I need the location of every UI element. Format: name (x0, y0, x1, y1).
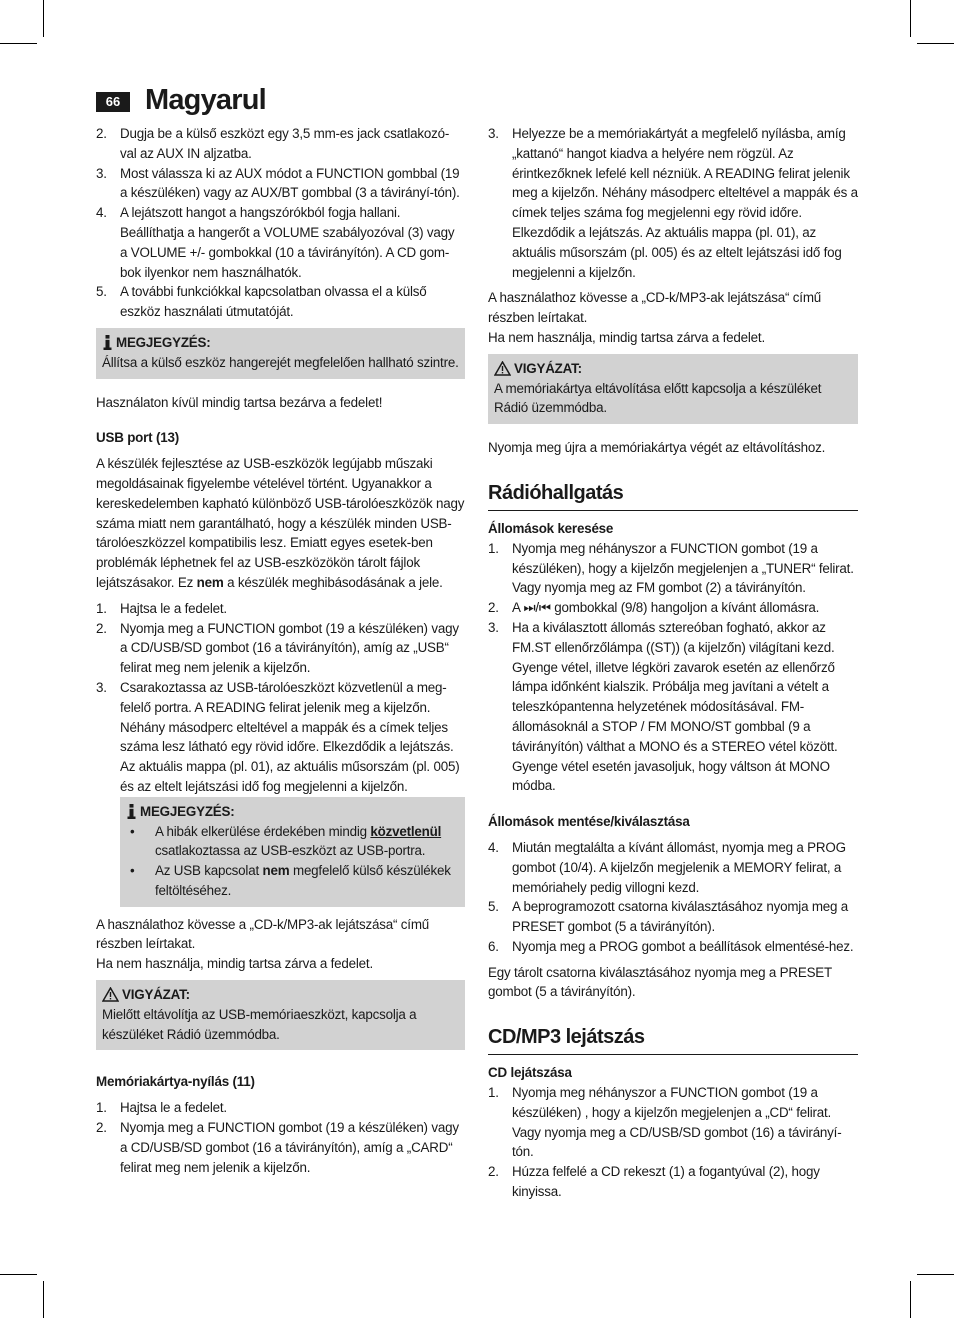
list-item: 2. Dugja be a külső eszközt egy 3,5 mm-es jack csatlakozó-val az AUX IN aljzatba. (96, 126, 450, 161)
list-item: 3. Ha a kiválasztott állomás sztereóban fogható, akkor az FM.ST ellenőrzőlámpa ((ST)) (a kijelzőn) világítani kezd. Gyenge vétel, illetve légköri zavarok esetén az ellenőrző lámpa időnként kialszik. Próbálja meg javítani a vételt a teleszkópantenna helyzetének módosításával. FM-állomásoknál a STOP / FM MONO/ST gombbal (9 a távirányítón) válthat a MONO és a STEREO vétel között. Gyenge vétel esetén javasoljuk, hogy váltson át MONO módba. (488, 619, 838, 794)
warning-text: A memóriakártya eltávolítása előtt kapcsolja a készüléket Rádió üzemmódba. (494, 380, 822, 416)
list-item: 3. Csarakoztassa az USB-tárolóeszközt közvetlenül a meg-felelő portra. A READING felirat jelenik meg a kijelzőn. Néhány másodperc elteltével a mappák és a címek teljes száma lesz látható egy rövid időre. Elkezdődik a lejátszás. Az aktuális mappa (pl. 01), az aktuális műsorszám (pl. 005) és az eltelt lejátszási idő fog megjelenni a kijelzőn. (96, 679, 460, 794)
section-heading-radio: Rádióhallgatás (488, 480, 858, 511)
reference-text: Ha nem használja, mindig tartsa zárva a fedelet. (488, 329, 765, 345)
info-icon (126, 804, 137, 819)
note-box (120, 797, 465, 907)
note-box (96, 328, 465, 379)
warning-title: VIGYÁZAT: (514, 360, 582, 376)
list-item: 2. Húzza felfelé a CD rekeszt (1) a fogantyúval (2), hogy kinyissa. (488, 1164, 820, 1200)
note-text: Állítsa a külső eszköz hangerejét megfelelően hallható szintre. (102, 354, 459, 370)
aux-steps-list (96, 124, 465, 322)
preset-text: Egy tárolt csatorna kiválasztásához nyomja meg a PRESET gombot (5 a távirányítón). (488, 964, 832, 1000)
save-heading: Állomások mentése/kiválasztása (488, 814, 690, 830)
page-number: 66 (96, 92, 130, 112)
warning-box (96, 980, 465, 1050)
crop-mark (910, 0, 911, 37)
list-item: 2. Nyomja meg a FUNCTION gombot (19 a készüléken) vagy a CD/USB/SD gombot (16 a távirányítón), amíg az „USB“ felirat meg nem jelenik a kijelzőn. (96, 620, 459, 676)
cd-sub-heading: CD lejátszása (488, 1065, 572, 1081)
list-item: 5. A beprogramozott csatorna kiválasztásához nyomja meg a PRESET gombot (5 a távirányítón). (488, 899, 849, 935)
page-title: Magyarul (145, 84, 266, 116)
crop-mark (0, 43, 37, 44)
warning-box (488, 354, 858, 424)
crop-mark (43, 0, 44, 37)
right-column (488, 124, 858, 1202)
list-item: 2. Nyomja meg a FUNCTION gombot (19 a készüléken) vagy a CD/USB/SD gombot (16 a távirányítón), amíg a „CARD“ felirat meg nem jelenik a kijelzőn. (96, 1120, 459, 1175)
reference-text: Ha nem használja, mindig tartsa zárva a fedelet. (96, 956, 373, 972)
usb-heading: USB port (13) (96, 430, 179, 446)
note-title: MEGJEGYZÉS: (140, 803, 235, 819)
card-heading: Memóriakártya-nyílás (11) (96, 1074, 255, 1090)
list-item: 1. Hajtsa le a fedelet. (96, 600, 227, 616)
cd-steps-list (488, 1083, 858, 1202)
list-item: 3. Helyezze be a memóriakártyát a megfelelő nyílásba, amíg „kattanó“ hangot kiadva a helyére nem rögzül. Az érintkezőknek lefelé kell nézniük. A READING felirat jelenik meg a kijelzőn. Néhány másodperc elteltével a mappák és a címek teljes száma fog megjelenni egy rövid időre. Elkezdődik a lejátszás. Az aktuális mappa (pl. 01), az aktuális műsorszám (pl. 005) és az eltelt lejátszási idő fog megjelenni a kijelzőn. (488, 126, 858, 280)
list-item: 3. Most válassza ki az AUX módot a FUNCTION gombbal (19 a készüléken) vagy az AUX/BT gombbal (3 a távirányí-tón). (96, 165, 460, 201)
crop-mark (43, 1281, 44, 1318)
search-heading: Állomások keresése (488, 520, 614, 536)
list-item: 1. Nyomja meg néhányszor a FUNCTION gombot (19 a készüléken) , hogy a kijelzőn megjelenjen a „CD“ felirat. Vagy nyomja meg a CD/USB/SD gombot (16) a távirányí-tón. (488, 1085, 842, 1160)
warning-icon (494, 361, 511, 376)
list-item: 1. Hajtsa le a fedelet. (96, 1100, 227, 1116)
crop-mark (917, 43, 954, 44)
card-steps-continued (488, 124, 858, 282)
closing-text: Használaton kívül mindig tartsa bezárva a fedelet! (96, 394, 383, 410)
section-heading-cd: CD/MP3 lejátszás (488, 1024, 858, 1055)
list-item: 4. A lejátszott hangot a hangszórókból fogja hallani. Beállíthatja a hangerőt a VOLUME szabályozóval (3) vagy a VOLUME +/- gombokkal (10 a távirányítón). A CD gom-bok ilyenkor nem használhatók. (96, 205, 455, 280)
list-item: 6. Nyomja meg a PROG gombot a beállítások elmentésé-hez. (488, 938, 854, 954)
reference-text: A használathoz kövesse a „CD-k/MP3-ak lejátszása“ című részben leírtakat. (488, 290, 822, 326)
list-item: 4. Miután megtalálta a kívánt állomást, nyomja meg a PROG gombot (10/4). A kijelzőn megjelenik a MEMORY felirat, a memóriahely pedig villogni kezd. (488, 839, 846, 895)
eject-text: Nyomja meg újra a memóriakártya végét az eltávolításhoz. (488, 440, 826, 456)
left-column (96, 124, 465, 1177)
usb-steps-list (96, 599, 465, 797)
search-steps-list (488, 539, 858, 796)
note-bullet: • Az USB kapcsolat nem megfelelő külső készülékek feltöltéséhez. (130, 863, 451, 898)
note-bullet: • A hibák elkerülése érdekében mindig közvetlenül csatlakoztassa az USB-eszközt az USB-portra. (130, 823, 442, 859)
usb-intro: A készülék fejlesztése az USB-eszközök legújabb műszaki megoldásainak figyelembe vételével történt. Ugyanakkor a kereskedelemben kapható különböző USB-tárolóeszközök nagy száma miatt nem garantálható, hogy a készülék minden USB-tárolóeszközzel kompatibilis lesz. Emiatt egyes esetek-ben problémák léphetnek fel az USB-eszközökön tárolt fájlok lejátszásakor. Ez nem a készülék meghibásodásának a jele. (96, 456, 465, 590)
list-item: 1. Nyomja meg néhányszor a FUNCTION gombot (19 a készüléken), hogy a kijelzőn megjelenjen a „TUNER“ felirat. Vagy nyomja meg az FM gombot (2) a távirányítón. (488, 540, 854, 596)
save-steps-list (488, 838, 858, 957)
list-item: 2. A ⏭/⏮ gombokkal (9/8) hangoljon a kívánt állomásra. (488, 600, 820, 616)
warning-text: Mielőtt eltávolítja az USB-memóriaeszközt, kapcsolja a készüléket Rádió üzemmódba. (102, 1006, 417, 1042)
warning-title: VIGYÁZAT: (122, 987, 190, 1003)
warning-icon (102, 987, 119, 1002)
reference-text: A használathoz kövesse a „CD-k/MP3-ak lejátszása“ című részben leírtakat. (96, 916, 430, 952)
info-icon (102, 335, 113, 350)
crop-mark (917, 1274, 954, 1275)
list-item: 5. A további funkciókkal kapcsolatban olvassa el a külső eszköz használati útmutatóját. (96, 284, 427, 320)
crop-mark (0, 1274, 37, 1275)
note-title: MEGJEGYZÉS: (116, 334, 211, 350)
card-steps-list (96, 1098, 465, 1177)
crop-mark (910, 1281, 911, 1318)
